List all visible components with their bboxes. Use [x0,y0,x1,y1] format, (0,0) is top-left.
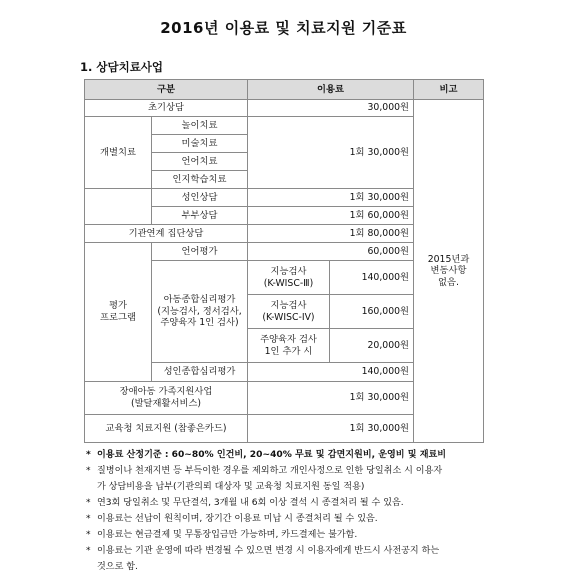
group-label-line: 프로그램 [100,312,136,323]
header-remarks: 비고 [414,80,484,100]
remarks-line: 변동사항 [430,265,467,277]
row-label: 초기상담 [85,100,248,117]
row-label-line: (발달재활서비스) [130,398,202,409]
group-label-individual: 개별치료 [85,117,152,189]
remarks-cell [414,100,484,443]
row-label: 부부상담 [152,207,248,225]
row-fee: 1회 80,000원 [248,225,414,243]
row-label-child-psych [152,261,248,363]
row-label: 성인상담 [152,189,248,207]
page-title: 2016년 이용료 및 치료지원 기준표 [160,19,407,37]
note-bullet: * [86,546,91,556]
note-continuation: 것으로 함. [97,562,138,572]
note-text: 질병이나 천재지변 등 부득이한 경우를 제외하고 개인사정으로 인한 당일취소 시 이용자 [97,466,443,476]
note-item [86,495,496,511]
row-label: 언어평가 [152,243,248,261]
row-fee: 1회 30,000원 [248,117,414,189]
note-item [86,527,496,543]
row-label [85,382,248,415]
note-continuation: 가 상담비용을 납부(기관의뢰 대상자 및 교육청 치료지원 동일 적용) [97,482,365,492]
section-heading: 1. 상담치료사업 [80,60,164,74]
row-label: 성인종합심리평가 [152,363,248,382]
note-item [86,463,496,479]
sub-label-line: (K-WISC-Ⅲ) [263,277,314,289]
note-bullet: * [86,514,91,524]
row-label: 교육청 치료지원 (참좋은카드) [85,415,248,443]
row-fee: 1회 60,000원 [248,207,414,225]
table-header-row [85,80,484,100]
row-label: 인지학습치료 [152,171,248,189]
header-category: 구분 [85,80,248,100]
row-fee: 1회 30,000원 [248,189,414,207]
row-label-line: 장애아동 가족지원사업 [119,386,213,398]
header-fee: 이용료 [248,80,414,100]
sub-label-line: 지능검사 [270,299,307,311]
remarks-line: 없음. [438,276,459,288]
row-label: 미술치료 [152,135,248,153]
sub-label [248,295,330,329]
sub-label [248,329,330,363]
row-label: 놀이치료 [152,117,248,135]
row-fee: 1회 30,000원 [248,415,414,443]
group-label-assessment [85,243,152,382]
row-fee: 140,000원 [330,261,414,295]
remarks-line: 2015년과 [427,253,470,265]
row-fee: 20,000원 [330,329,414,363]
row-fee: 30,000원 [248,100,414,117]
group-label-line: 평가 [109,300,127,312]
row-label-line: 주양육자 1인 검사) [160,317,239,329]
fee-table [84,79,484,443]
row-fee: 1회 30,000원 [248,382,414,415]
row-label: 언어치료 [152,153,248,171]
note-text: 이용료는 현금결제 및 무통장입금만 가능하며, 카드결제는 불가함. [97,530,358,540]
note-text: 이용료는 기관 운영에 따라 변경될 수 있으면 변경 시 이용자에게 반드시 사전공지 하는 [97,546,440,556]
note-bullet: * [86,450,91,460]
notes-list [86,447,496,575]
row-fee: 160,000원 [330,295,414,329]
row-fee: 140,000원 [248,363,414,382]
note-bullet: * [86,530,91,540]
sub-label [248,261,330,295]
note-bullet: * [86,466,91,476]
note-item [86,511,496,527]
row-fee: 60,000원 [248,243,414,261]
note-text: 연3회 당일취소 및 무단결석, 3개월 내 6회 이상 결석 시 종결처리 될 수 있음. [97,498,404,508]
note-item [86,447,496,463]
row-label-line: (지능검사, 정서검사, [157,305,242,317]
sub-label-line: 지능검사 [270,265,307,277]
row-label-line: 아동종합심리평가 [163,294,236,306]
note-text: 이용료 산정기준 : 60~80% 인건비, 20~40% 무료 및 감면지원비, 운영비 및 재료비 [97,450,447,460]
note-bullet: * [86,498,91,508]
row-label: 기관연계 집단상담 [85,225,248,243]
sub-label-line: 1인 추가 시 [264,345,313,357]
sub-label-line: (K-WISC-IV) [262,311,315,323]
note-item [86,543,496,559]
note-text: 이용료는 선납이 원칙이며, 장기간 이용료 미납 시 종결처리 될 수 있음. [97,514,378,524]
sub-label-line: 주양육자 검사 [260,333,317,345]
table-row [85,100,484,117]
